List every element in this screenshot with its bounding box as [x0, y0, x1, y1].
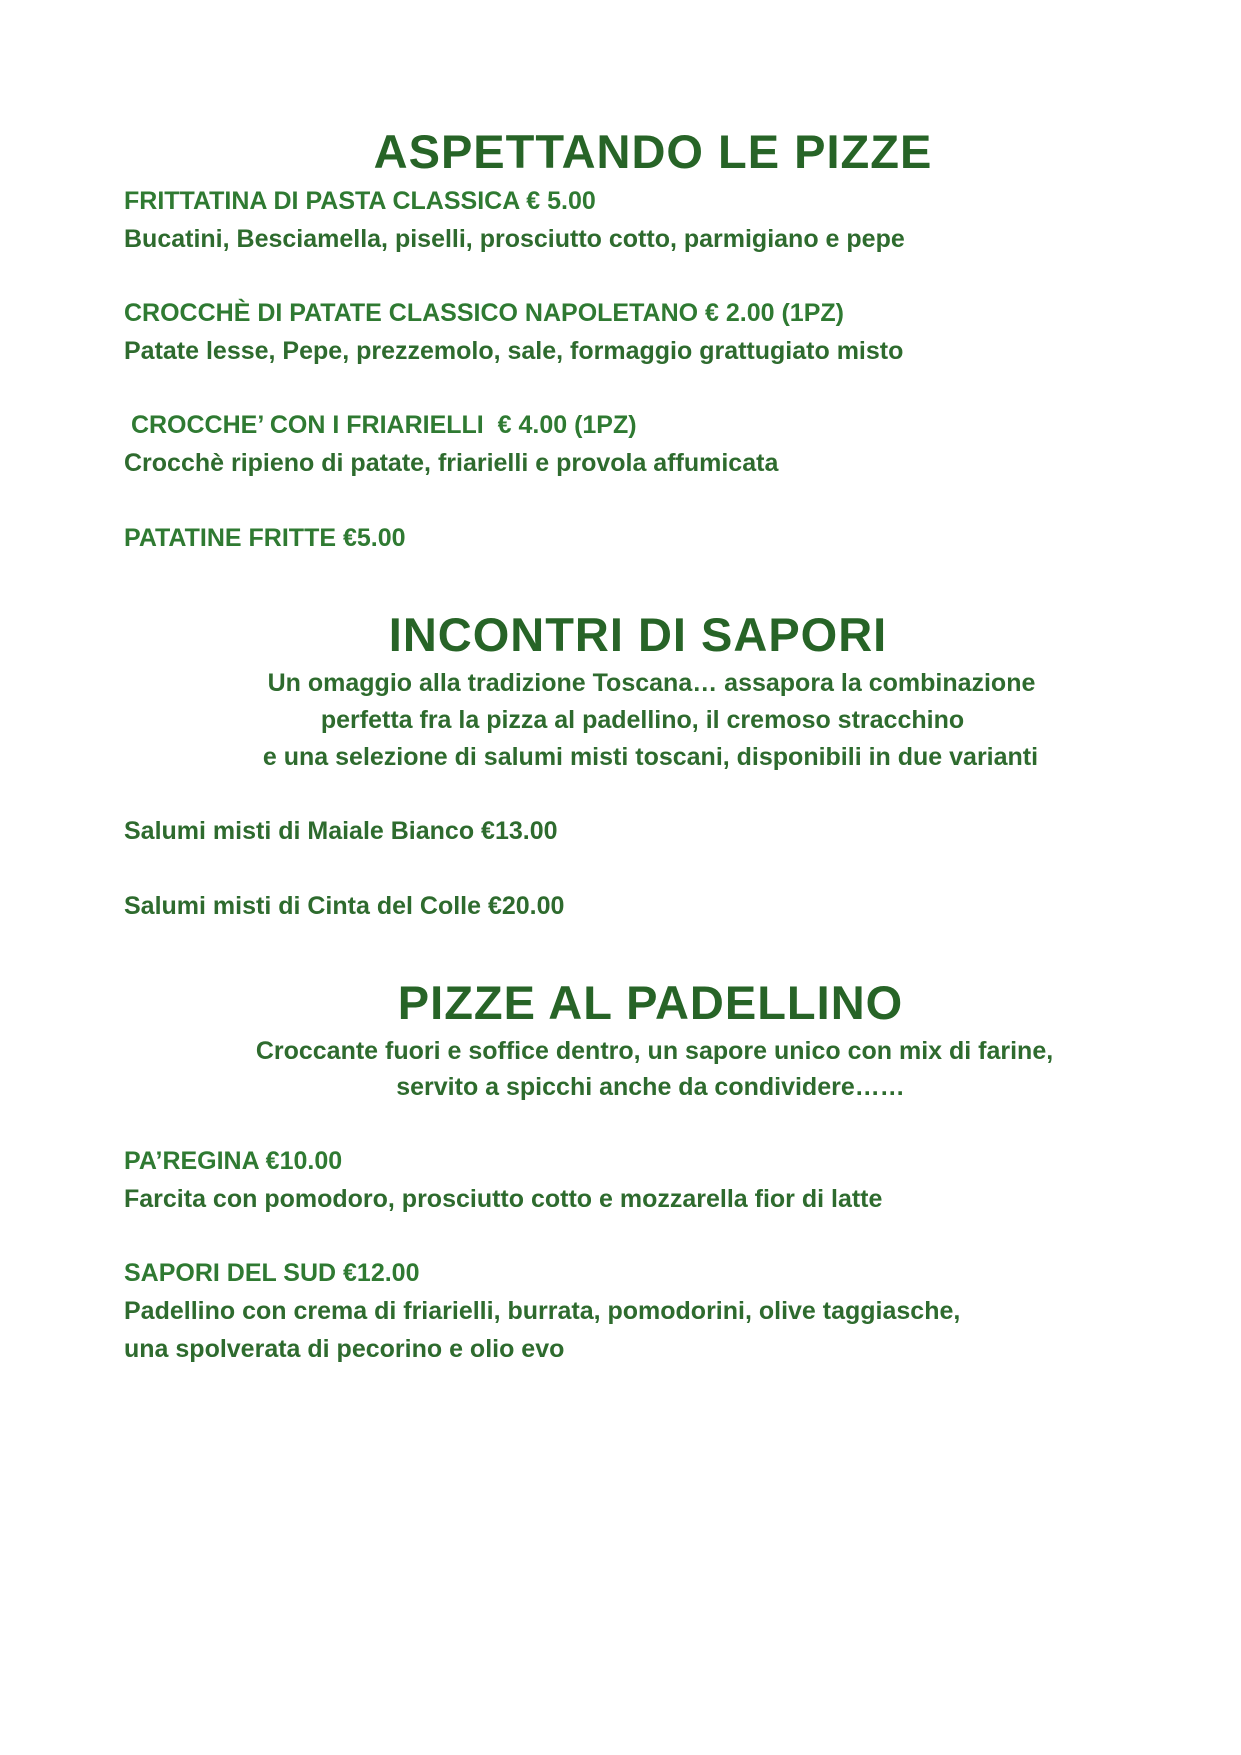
menu-item-title: SAPORI DEL SUD €12.00 — [124, 1259, 420, 1287]
menu-item-description: Patate lesse, Pepe, prezzemolo, sale, formaggio grattugiato misto — [124, 337, 904, 365]
menu-item-description: Bucatini, Besciamella, piselli, prosciutto cotto, parmigiano e pepe — [124, 225, 905, 253]
section-intro-line: Croccante fuori e soffice dentro, un sapore unico con mix di farine, — [255, 1037, 1054, 1065]
menu-item-title: FRITTATINA DI PASTA CLASSICA € 5.00 — [124, 187, 596, 215]
menu-item-description: Crocchè ripieno di patate, friarielli e provola affumicata — [124, 449, 779, 477]
menu-item-description: Farcita con pomodoro, prosciutto cotto e mozzarella fior di latte — [124, 1185, 883, 1213]
menu-item-title: PATATINE FRITTE €5.00 — [124, 524, 406, 552]
section-intro-line: perfetta fra la pizza al padellino, il cremoso stracchino — [320, 706, 965, 734]
menu-item-title: CROCCHE’ CON I FRIARIELLI € 4.00 (1PZ) — [124, 411, 637, 439]
section-intro-line: servito a spicchi anche da condividere…… — [396, 1073, 905, 1101]
section-heading-incontri: INCONTRI DI SAPORI — [388, 608, 888, 661]
menu-item-title: Salumi misti di Cinta del Colle €20.00 — [124, 892, 565, 920]
section-heading-aspettando: ASPETTANDO LE PIZZE — [373, 125, 933, 178]
menu-item-description: Padellino con crema di friarielli, burrata, pomodorini, olive taggiasche, — [124, 1297, 961, 1325]
section-heading-padellino: PIZZE AL PADELLINO — [397, 976, 904, 1029]
menu-item-title: PA’REGINA €10.00 — [124, 1147, 343, 1175]
menu-item-title: Salumi misti di Maiale Bianco €13.00 — [124, 817, 558, 845]
menu-item-description: una spolverata di pecorino e olio evo — [124, 1335, 565, 1363]
menu-item-title: CROCCHÈ DI PATATE CLASSICO NAPOLETANO € 2.00 (1PZ) — [124, 299, 844, 327]
section-intro-line: Un omaggio alla tradizione Toscana… assapora la combinazione — [267, 669, 1036, 697]
section-intro-line: e una selezione di salumi misti toscani, disponibili in due varianti — [262, 743, 1039, 771]
